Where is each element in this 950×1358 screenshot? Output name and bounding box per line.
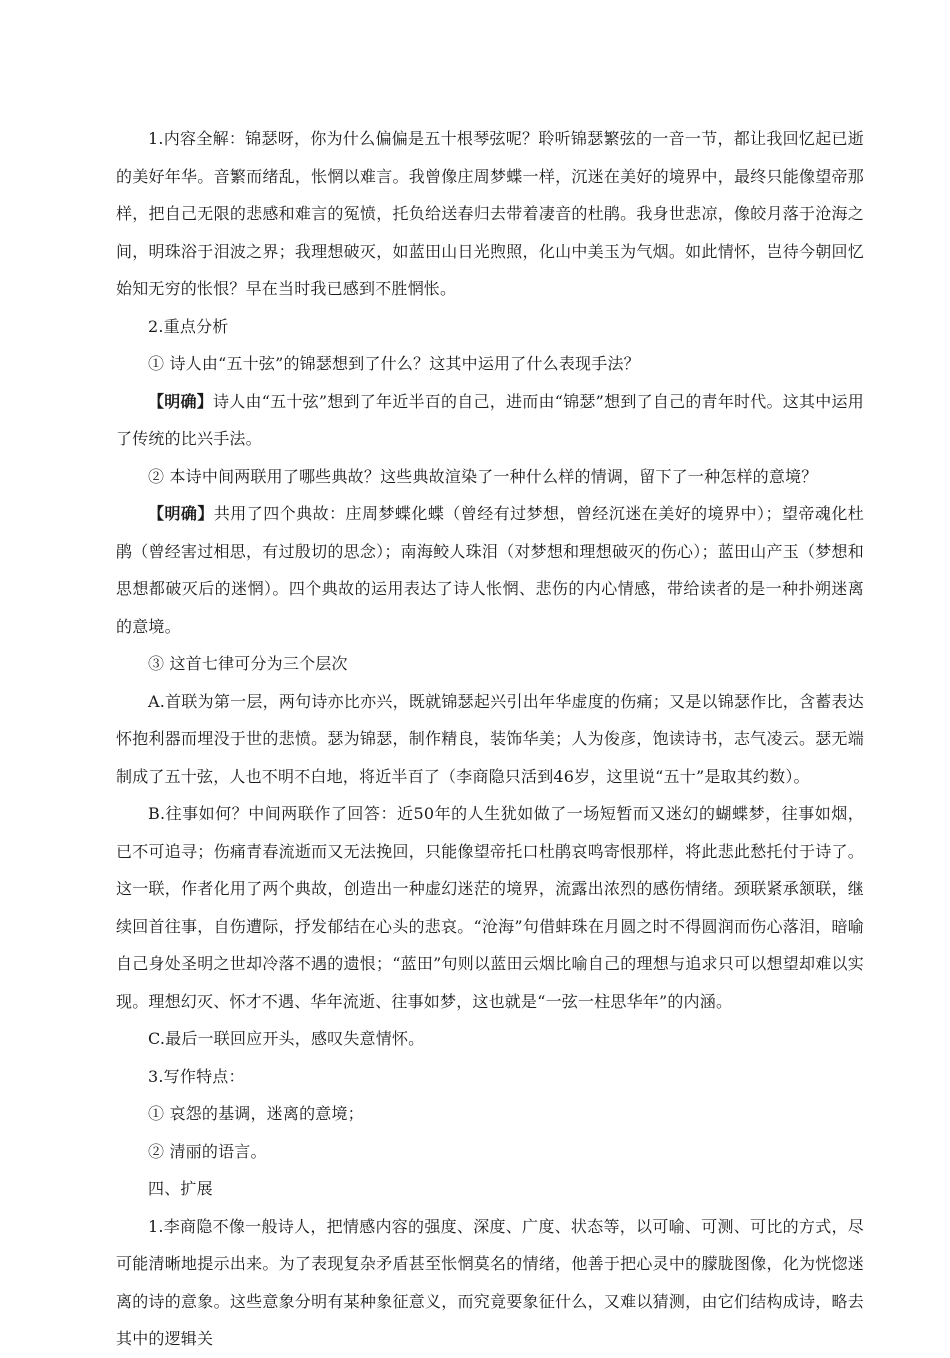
paragraph-text: 2.重点分析 <box>148 316 229 336</box>
paragraph-text: 1.内容全解：锦瑟呀，你为什么偏偏是五十根琴弦呢？聆听锦瑟繁弦的一音一节，都让我回忆起已逝的美好年华。音繁而绪乱，怅惘以难言。我曾像庄周梦蝶一样，沉迷在美好的境界中，最终只能像望帝那样，把自己无限的悲感和难言的冤愤，托负给送春归去带着凄音的杜鹃。我身世悲凉，像皎月落于沧海之间，明珠浴于泪波之界；我理想破灭，如蓝田山日光煦照，化山中美玉为气烟。如此情怀，岂待今朝回忆始知无穷的怅恨？早在当时我已感到不胜惘怅。 <box>116 129 864 298</box>
paragraph-text: ③ 这首七律可分为三个层次 <box>148 654 348 673</box>
question-3 <box>116 645 864 683</box>
paragraph-text: 3.写作特点： <box>148 1066 245 1086</box>
feature-1 <box>116 1095 864 1133</box>
answer-tag: 【明确】 <box>148 504 214 523</box>
answer-tag: 【明确】 <box>148 391 213 411</box>
paragraph-text: 诗人由“五十弦”想到了年近半百的自己，进而由“锦瑟”想到了自己的青年时代。这其中运用了传统的比兴手法。 <box>116 391 864 448</box>
paragraph-text: 共用了四个典故：庄周梦蝶化蝶（曾经有过梦想，曾经沉迷在美好的境界中）；望帝魂化杜鹃（曾经害过相思，有过殷切的思念）；南海鲛人珠泪（对梦想和理想破灭的伤心）；蓝田山产玉（梦想和思想都破灭后的迷惘）。四个典故的运用表达了诗人怅惘、悲伤的内心情感，带给读者的是一种扑朔迷离的意境。 <box>116 504 864 636</box>
question-2 <box>116 458 864 496</box>
heading-extension <box>116 1170 864 1208</box>
question-1 <box>116 345 864 383</box>
layer-c <box>116 1020 864 1058</box>
layer-a <box>116 683 864 796</box>
heading-key-analysis <box>116 308 864 346</box>
heading-writing-features <box>116 1058 864 1096</box>
layer-b <box>116 795 864 1020</box>
paragraph-text: ② 本诗中间两联用了哪些典故？这些典故渲染了一种什么样的情调，留下了一种怎样的意境？ <box>148 466 818 486</box>
extension-1 <box>116 1208 864 1358</box>
paragraph-text: ① 哀怨的基调，迷离的意境； <box>148 1104 364 1123</box>
paragraph-text: A.首联为第一层，两句诗亦比亦兴，既就锦瑟起兴引出年华虚度的伤痛；又是以锦瑟作比，含蓄表达怀抱利器而埋没于世的悲愤。瑟为锦瑟，制作精良，装饰华美；人为俊彦，饱读诗书，志气凌云。瑟无端制成了五十弦，人也不明不白地，将近半百了（李商隐只活到46岁，这里说“五十”是取其约数）。 <box>116 691 864 786</box>
paragraph-text: 1.李商隐不像一般诗人，把情感内容的强度、深度、广度、状态等，以可喻、可测、可比的方式，尽可能清晰地提示出来。为了表现复杂矛盾甚至怅惘莫名的情绪，他善于把心灵中的朦胧图像，化为恍惚迷离的诗的意象。这些意象分明有某种象征意义，而究竟要象征什么，又难以猜测，由它们结构成诗，略去其中的逻辑关 <box>116 1216 864 1348</box>
answer-1 <box>116 383 864 458</box>
paragraph-text: B.往事如何？中间两联作了回答：近50年的人生犹如做了一场短暂而又迷幻的蝴蝶梦，往事如烟，已不可追寻；伤痛青春流逝而又无法挽回，只能像望帝托口杜鹃哀鸣寄恨那样，将此悲此愁托付于诗了。这一联，作者化用了两个典故，创造出一种虚幻迷茫的境界，流露出浓烈的感伤情绪。颈联紧承颔联，继续回首往事，自伤遭际，抒发郁结在心头的悲哀。“沧海”句借蚌珠在月圆之时不得圆润而伤心落泪，暗喻自己身处圣明之世却冷落不遇的遗恨；“蓝田”句则以蓝田云烟比喻自己的理想与追求只可以想望却难以实现。理想幻灭、怀才不遇、华年流逝、往事如梦，这也就是“一弦一柱思华年”的内涵。 <box>116 804 864 1011</box>
paragraph-text: 四、扩展 <box>148 1179 213 1198</box>
paragraph-text: ① 诗人由“五十弦”的锦瑟想到了什么？这其中运用了什么表现手法？ <box>148 354 640 373</box>
answer-2 <box>116 495 864 645</box>
paragraph-text: ② 清丽的语言。 <box>148 1141 267 1161</box>
document-body <box>116 120 864 1358</box>
paragraph-text: C.最后一联回应开头，感叹失意情怀。 <box>148 1029 425 1048</box>
paragraph-content-explanation <box>116 120 864 308</box>
feature-2 <box>116 1133 864 1171</box>
